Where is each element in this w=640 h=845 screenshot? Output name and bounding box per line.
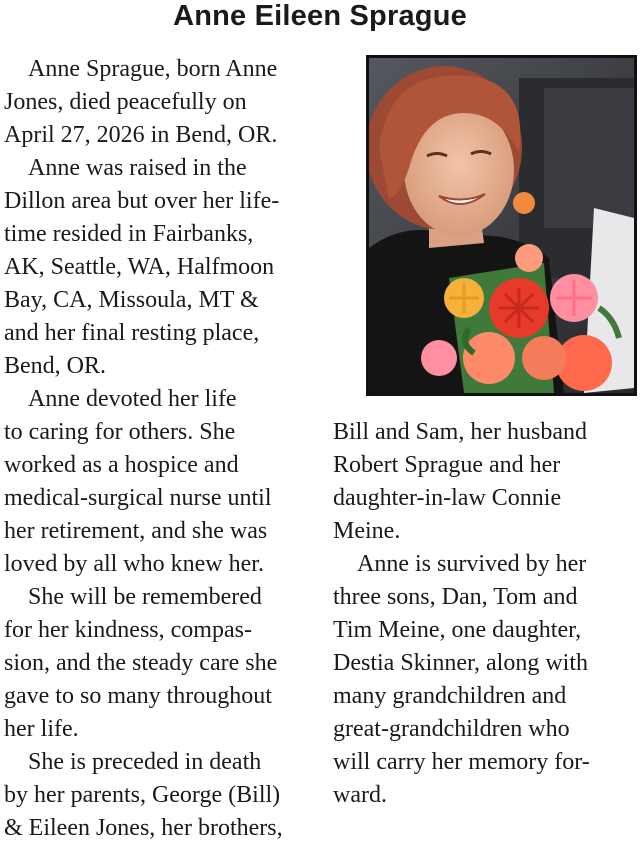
portrait-photo [366,55,637,396]
portrait-photo-icon [369,58,634,393]
text-line: to caring for others. She [4,419,236,445]
text-line: Robert Sprague and her [333,452,561,478]
text-line: great-grandchildren who [333,716,570,742]
text-line: Jones, died peacefully on [4,89,247,115]
text-line: medical-surgical nurse until [4,485,272,511]
text-line: daughter-in-law Connie [333,485,562,511]
text-line: Tim Meine, one daughter, [333,617,582,643]
text-line: She will be remembered [4,584,262,610]
text-line: Anne devoted her life [4,386,237,412]
text-line: Bend, OR. [4,353,106,379]
text-line: by her parents, George (Bill) [4,782,281,808]
text-line: Anne is survived by her [333,551,587,577]
text-line: ward. [333,782,387,808]
obituary-title: Anne Eileen Sprague [173,0,467,32]
text-line: She is preceded in death [4,749,262,775]
text-line: Anne was raised in the [4,155,247,181]
text-line: & Eileen Jones, her brothers, [4,815,283,841]
text-line: loved by all who knew her. [4,551,264,577]
text-line: time resided in Fairbanks, [4,221,254,247]
text-line: Dillon area but over her life- [4,188,280,214]
text-line: sion, and the steady care she [4,650,278,676]
text-line: Destia Skinner, along with [333,650,588,676]
text-line: her retirement, and she was [4,518,268,544]
text-line: worked as a hospice and [4,452,239,478]
text-line: gave to so many throughout [4,683,272,709]
text-line: Anne Sprague, born Anne [4,56,278,82]
text-line: AK, Seattle, WA, Halfmoon [4,254,275,280]
text-line: Meine. [333,518,401,544]
text-line: for her kindness, compas- [4,617,252,643]
text-line: and her final resting place, [4,320,260,346]
text-line: three sons, Dan, Tom and [333,584,578,610]
text-line: will carry her memory for- [333,749,590,775]
text-line: Bay, CA, Missoula, MT & [4,287,259,313]
text-line: her life. [4,716,79,742]
text-line: April 27, 2026 in Bend, OR. [4,122,278,148]
text-line: Bill and Sam, her husband [333,419,587,445]
text-line: many grandchildren and [333,683,567,709]
